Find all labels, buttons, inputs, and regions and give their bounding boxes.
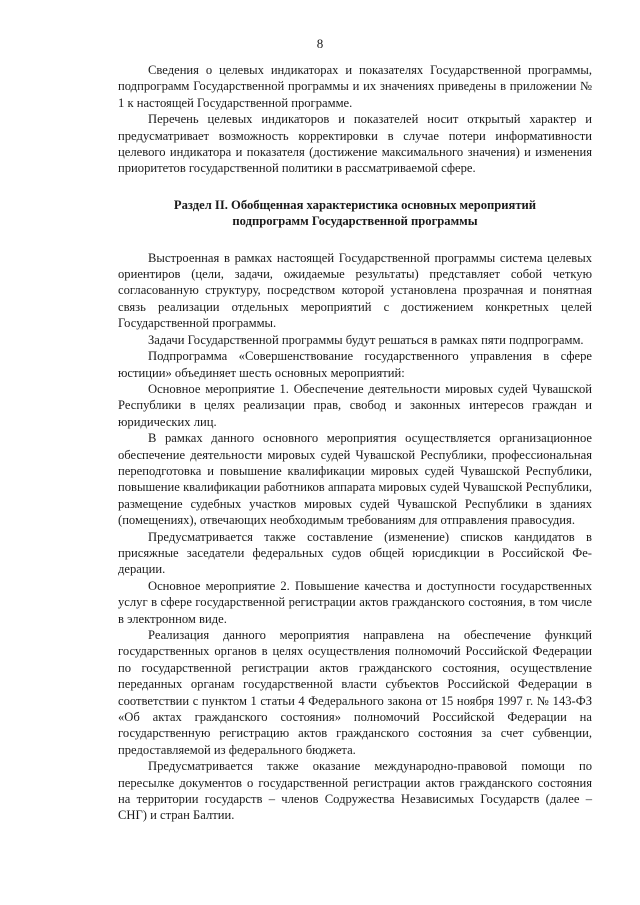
section-heading-line-2: подпрограмм Государственной программы [232, 214, 478, 229]
paragraph-legal-assistance: Предусматривается также оказание международно-правовой помощи по пересылке документов о государственной регистрации актов гражданского состояния на территории государств – членов Содружества Независимых Государств (далее – СНГ) и стран Балтии. [118, 759, 592, 823]
paragraph-jury-lists: Предусматривается также составление (изменение) списков кандидатов в присяжные заседатели федеральных судов общей юрисдикции в Российской Федерации. [118, 529, 592, 577]
paragraph-indicators-list: Перечень целевых индикаторов и показателей носит открытый характер и предусматривает возможность корректировки в случае потери информативности целевого индикатора и показателя (достижение максимального значения) и изменения приоритетов государственной политики в рассматриваемой сфере. [118, 112, 592, 176]
section-heading-line-1: Раздел II. Обобщенная характеристика основных мероприятий [173, 197, 537, 212]
paragraph-subprogram-justice: Подпрограмма «Совершенствование государственного управления в сфере юстиции» объединяет шесть основных мероприятий: [118, 349, 592, 380]
paragraph-main-activity-2: Основное мероприятие 2. Повышение качества и доступности государственных услуг в сфере государственной регистрации актов гражданского состояния, в том числе в электронном виде. [118, 578, 592, 626]
document-body [118, 62, 592, 824]
paragraph-program-tasks: Задачи Государственной программы будут решаться в рамках пяти подпрограмм. [148, 332, 584, 347]
paragraph-activity-1-details: В рамках данного основного мероприятия осуществляется организационное обеспечение деятельности мировых судей Чувашской Республики, профессиональная переподготовка и повышение квалификации мировых судей Чувашской Республики, повышение квалификации работников аппарата мировых судей Чувашской Республики, размещение судебных участков мировых судей Чувашской Республики в зданиях (помещениях), отвечающих необходимым требованиям для отправления правосудия. [118, 431, 592, 528]
paragraph-target-system: Выстроенная в рамках настоящей Государственной программы система целевых ориентиров (цели, задачи, ожидаемые результаты) представляет собой четкую согласованную структуру, посредством которой установлена прозрачная и понятная связь реализации отдельных мероприятий с достижением конкретных целей Государственной программы. [118, 250, 592, 331]
section-heading [118, 197, 592, 230]
paragraph-activity-2-details: Реализация данного мероприятия направлена на обеспечение функций государственных органов в целях осуществления полномочий Российской Федерации по государственной регистрации актов гражданского состояния, осуществление переданных органам государственной власти субъектов Российской Федерации в соответствии с пунктом 1 статьи 4 Федерального закона от 15 ноября 1997 г. № 143-ФЗ «Об актах гражданского состояния» полномочий Российской Федерации на государственную регистрацию актов гражданского состояния за счет субвенции, предоставляемой из федерального бюджета. [118, 628, 592, 757]
page-number: 8 [316, 36, 324, 51]
paragraph-indicators-info: Сведения о целевых индикаторах и показателях Государственной программы, подпрограмм Государственной программы и их значениях приведены в приложении № 1 к настоящей Государственной программе. [118, 63, 592, 110]
paragraph-main-activity-1: Основное мероприятие 1. Обеспечение деятельности мировых судей Чувашской Республики в целях реализации прав, свобод и законных интересов граждан и юридических лиц. [118, 381, 592, 429]
